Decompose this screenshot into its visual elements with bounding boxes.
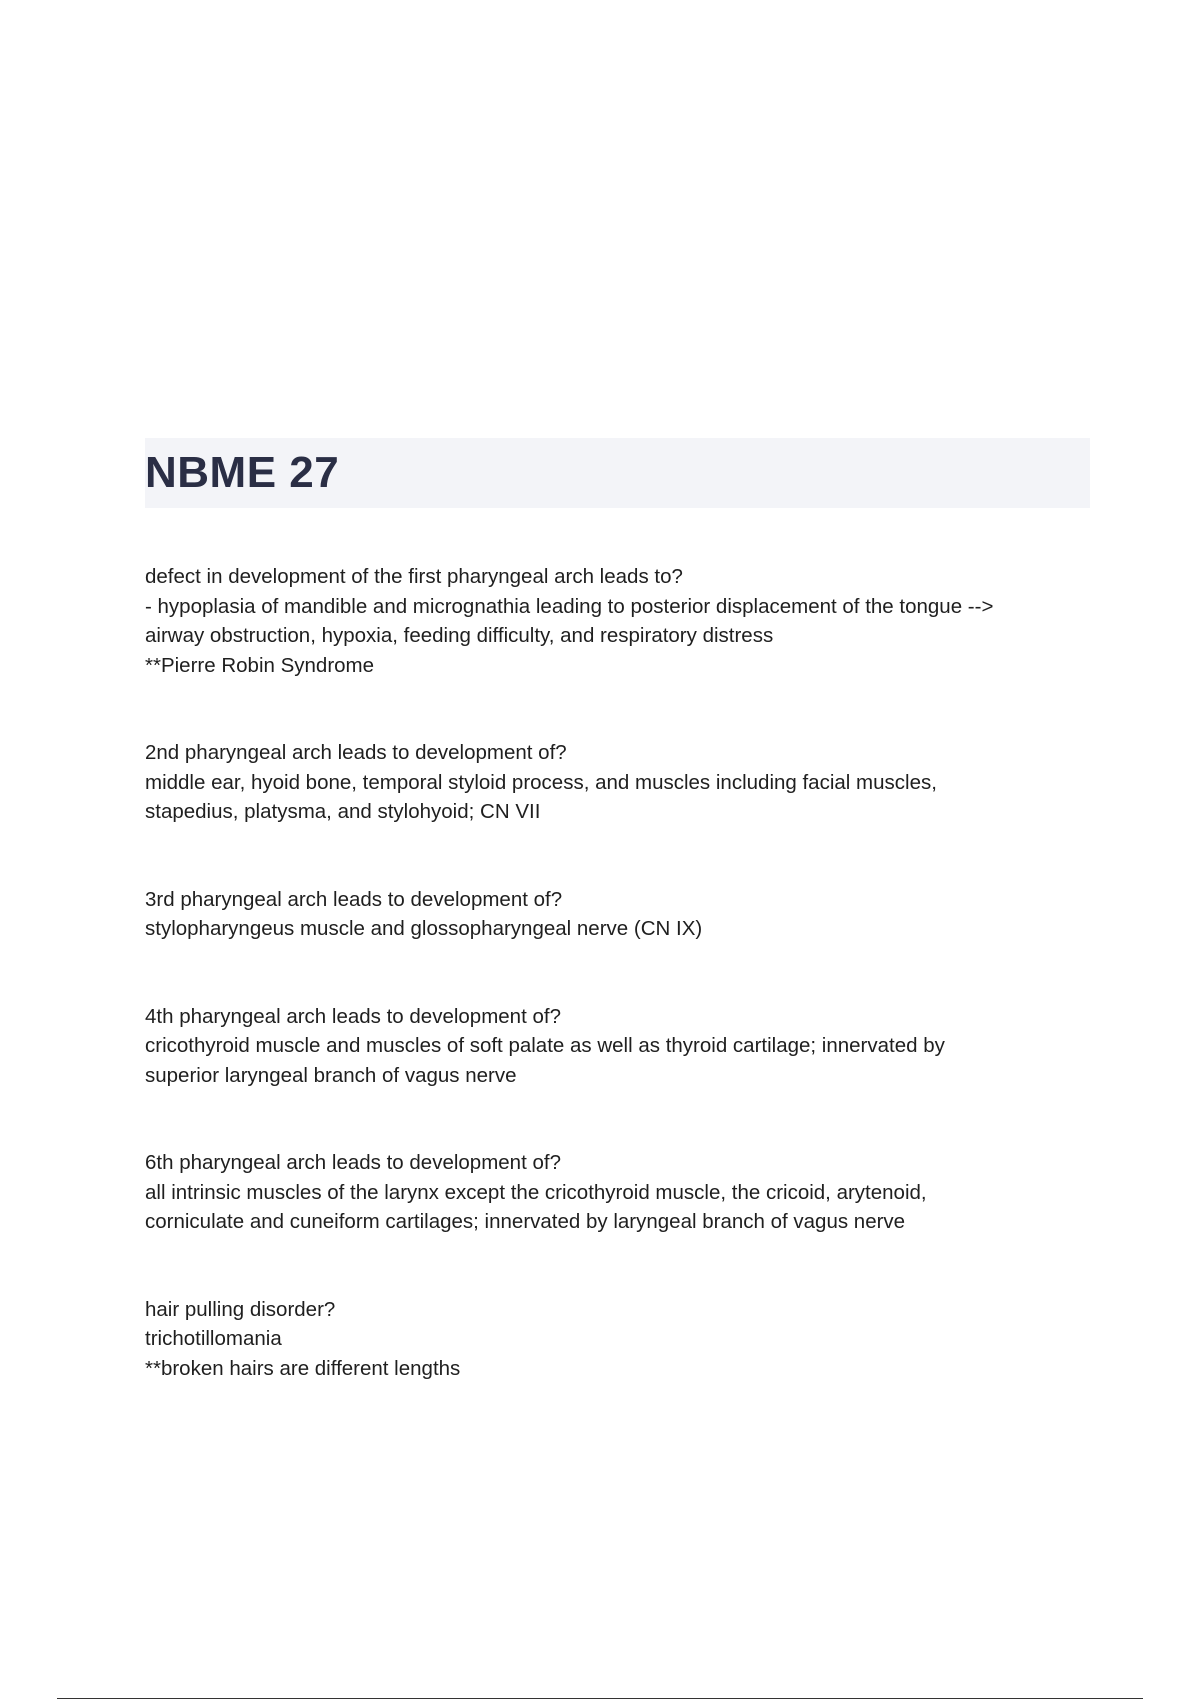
answer-text: airway obstruction, hypoxia, feeding difficulty, and respiratory distress: [145, 624, 774, 647]
flashcard: [145, 562, 1090, 680]
flashcard: [145, 885, 1090, 944]
answer-text: superior laryngeal branch of vagus nerve: [145, 1063, 517, 1087]
footer-divider: [57, 1698, 1143, 1699]
answer-text: cricothyroid muscle and muscles of soft palate as well as thyroid cartilage; innervated by: [145, 1034, 945, 1057]
answer-text: - hypoplasia of mandible and micrognathia leading to posterior displacement of the tongue -->: [145, 594, 994, 618]
flashcard-list: [145, 562, 1090, 1383]
answer-text: all intrinsic muscles of the larynx except the cricothyroid muscle, the cricoid, arytenoid,: [145, 1180, 927, 1204]
question-text: 3rd pharyngeal arch leads to development of?: [145, 887, 563, 911]
answer-text: stapedius, platysma, and stylohyoid; CN VII: [145, 800, 541, 823]
flashcard: [145, 1002, 1090, 1091]
title-band: [145, 438, 1090, 508]
page-title: NBME 27: [145, 448, 340, 497]
question-text: 4th pharyngeal arch leads to development of?: [145, 1004, 561, 1028]
answer-text: stylopharyngeus muscle and glossopharyngeal nerve (CN IX): [145, 917, 703, 940]
flashcard: [145, 738, 1090, 827]
question-text: defect in development of the first pharyngeal arch leads to?: [145, 565, 683, 588]
question-text: hair pulling disorder?: [145, 1297, 336, 1321]
answer-text: trichotillomania: [145, 1327, 282, 1350]
question-text: 6th pharyngeal arch leads to development of?: [145, 1151, 561, 1174]
flashcard: [145, 1148, 1090, 1237]
question-text: 2nd pharyngeal arch leads to development of?: [145, 741, 567, 764]
answer-note: **broken hairs are different lengths: [145, 1356, 461, 1380]
answer-text: middle ear, hyoid bone, temporal styloid process, and muscles including facial muscles,: [145, 770, 937, 794]
flashcard: [145, 1295, 1090, 1384]
answer-text: corniculate and cuneiform cartilages; innervated by laryngeal branch of vagus nerve: [145, 1210, 906, 1233]
answer-note: **Pierre Robin Syndrome: [145, 653, 375, 677]
